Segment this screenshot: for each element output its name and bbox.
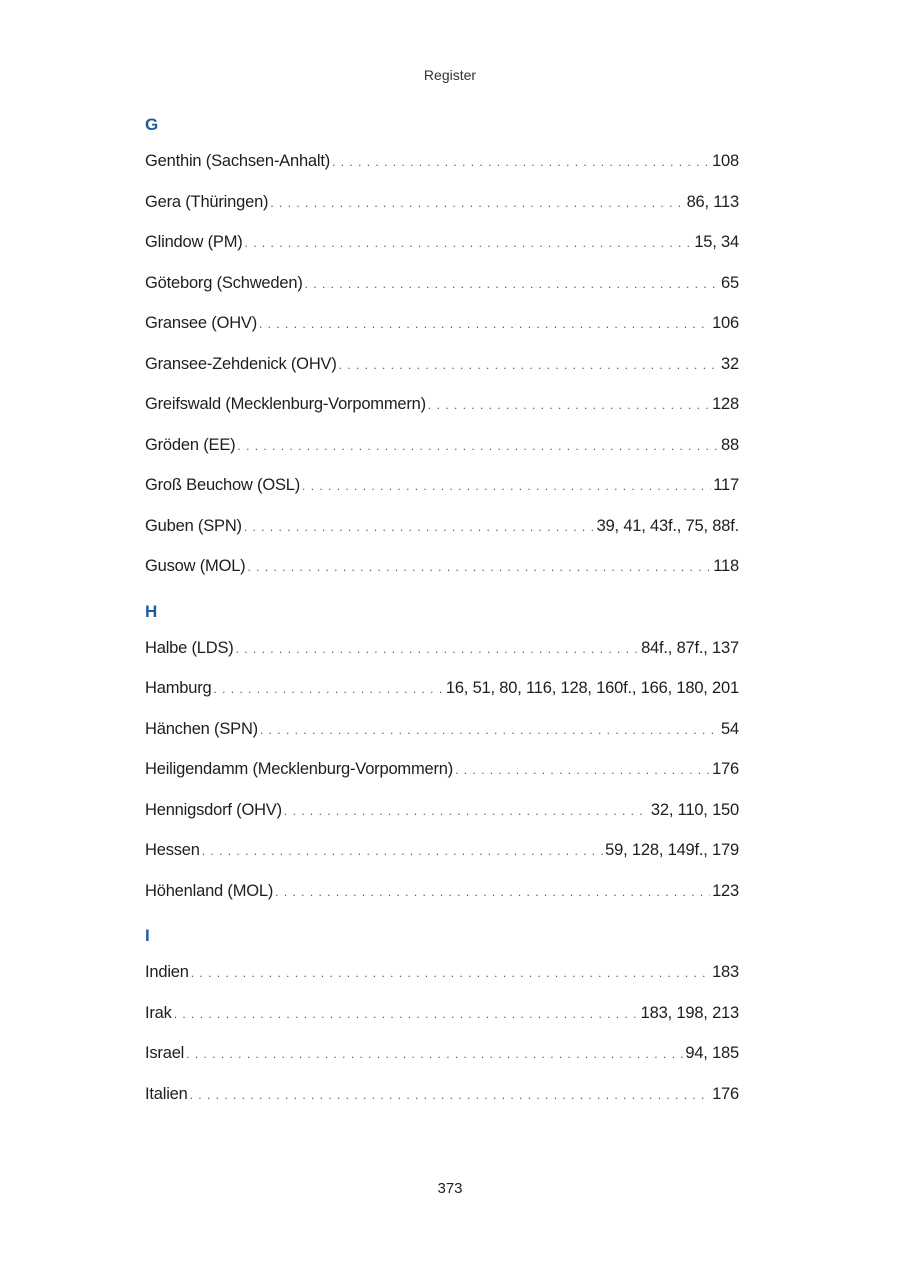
index-entry bbox=[145, 514, 739, 555]
entry-pages: 59, 128, 149f., 179 bbox=[605, 841, 739, 859]
index-entry bbox=[145, 879, 739, 920]
entry-pages: 176 bbox=[712, 760, 739, 778]
dot-leader bbox=[284, 799, 649, 823]
index-entry bbox=[145, 636, 739, 677]
dot-leader bbox=[260, 718, 719, 742]
entry-pages: 88 bbox=[721, 435, 739, 454]
dot-leader bbox=[270, 191, 684, 215]
index-section-h bbox=[145, 599, 739, 920]
index-entry bbox=[145, 433, 739, 474]
index-section-g bbox=[145, 112, 739, 595]
index-entry bbox=[145, 717, 739, 758]
entry-name: Groß Beuchow (OSL) bbox=[145, 476, 301, 494]
dot-leader bbox=[186, 1042, 683, 1066]
entry-pages: 54 bbox=[721, 719, 739, 738]
entry-name: Gusow (MOL) bbox=[145, 557, 246, 575]
index-entry bbox=[145, 352, 739, 393]
dot-leader bbox=[332, 150, 710, 174]
index-entry bbox=[145, 149, 739, 190]
entry-name: Genthin (Sachsen-Anhalt) bbox=[145, 152, 331, 170]
dot-leader bbox=[213, 677, 443, 701]
index-entry bbox=[145, 798, 739, 839]
entry-pages: 65 bbox=[721, 273, 739, 292]
running-header: Register bbox=[423, 67, 477, 83]
entry-pages: 183, 198, 213 bbox=[640, 1003, 739, 1022]
entry-list bbox=[145, 960, 739, 1122]
dot-leader bbox=[259, 312, 710, 336]
section-letter: G bbox=[145, 115, 159, 134]
entry-name: Israel bbox=[145, 1044, 185, 1062]
dot-leader bbox=[191, 961, 710, 985]
index-entry bbox=[145, 230, 739, 271]
dot-leader bbox=[275, 880, 710, 904]
entry-pages: 117 bbox=[713, 476, 739, 494]
entry-pages: 108 bbox=[712, 152, 739, 170]
entry-name: Göteborg (Schweden) bbox=[145, 273, 303, 292]
entry-name: Gransee-Zehdenick (OHV) bbox=[145, 354, 337, 373]
dot-leader bbox=[190, 1083, 710, 1107]
entry-name: Hennigsdorf (OHV) bbox=[145, 800, 282, 819]
index-entry bbox=[145, 190, 739, 231]
index-entry bbox=[145, 676, 739, 717]
index-register bbox=[145, 112, 739, 1126]
dot-leader bbox=[455, 758, 710, 782]
entry-name: Hessen bbox=[145, 841, 200, 859]
entry-list bbox=[145, 636, 739, 920]
entry-name: Halbe (LDS) bbox=[145, 638, 234, 657]
dot-leader bbox=[302, 474, 711, 498]
entry-pages: 32 bbox=[721, 354, 739, 373]
entry-pages: 16, 51, 80, 116, 128, 160f., 166, 180, 201 bbox=[445, 679, 739, 697]
entry-name: Greifswald (Mecklenburg-Vorpommern) bbox=[145, 395, 426, 413]
dot-leader bbox=[428, 393, 710, 417]
entry-pages: 94, 185 bbox=[685, 1044, 739, 1062]
dot-leader bbox=[305, 272, 719, 296]
dot-leader bbox=[174, 1002, 639, 1026]
entry-pages: 86, 113 bbox=[686, 192, 739, 211]
index-entry bbox=[145, 392, 739, 433]
entry-name: Hänchen (SPN) bbox=[145, 719, 258, 738]
dot-leader bbox=[244, 515, 595, 539]
entry-name: Gröden (EE) bbox=[145, 435, 236, 454]
entry-name: Höhenland (MOL) bbox=[145, 881, 274, 900]
index-entry bbox=[145, 838, 739, 879]
index-section-i bbox=[145, 923, 739, 1122]
section-letter: H bbox=[145, 601, 158, 621]
index-entry bbox=[145, 1041, 739, 1082]
entry-pages: 84f., 87f., 137 bbox=[641, 638, 739, 657]
entry-pages: 118 bbox=[713, 557, 739, 575]
entry-name: Italien bbox=[145, 1084, 188, 1103]
entry-name: Gera (Thüringen) bbox=[145, 192, 269, 211]
entry-pages: 32, 110, 150 bbox=[650, 800, 739, 819]
entry-name: Guben (SPN) bbox=[145, 516, 242, 535]
entry-name: Heiligendamm (Mecklenburg-Vorpommern) bbox=[145, 760, 454, 778]
index-entry bbox=[145, 1001, 739, 1042]
index-entry bbox=[145, 554, 739, 595]
dot-leader bbox=[202, 839, 603, 863]
dot-leader bbox=[236, 637, 639, 661]
entry-name: Irak bbox=[145, 1003, 172, 1022]
entry-name: Hamburg bbox=[145, 679, 212, 697]
entry-pages: 123 bbox=[712, 881, 739, 900]
dot-leader bbox=[245, 231, 693, 255]
page-number: 373 bbox=[437, 1180, 463, 1197]
index-entry bbox=[145, 311, 739, 352]
entry-name: Indien bbox=[145, 963, 189, 981]
index-entry bbox=[145, 757, 739, 798]
dot-leader bbox=[237, 434, 719, 458]
entry-list bbox=[145, 149, 739, 595]
entry-pages: 176 bbox=[712, 1084, 739, 1103]
entry-name: Gransee (OHV) bbox=[145, 314, 258, 332]
dot-leader bbox=[339, 353, 719, 377]
section-letter: I bbox=[145, 926, 150, 945]
dot-leader bbox=[247, 555, 711, 579]
index-entry bbox=[145, 473, 739, 514]
index-entry bbox=[145, 271, 739, 312]
index-entry bbox=[145, 1082, 739, 1123]
entry-pages: 39, 41, 43f., 75, 88f. bbox=[596, 516, 739, 535]
index-entry bbox=[145, 960, 739, 1001]
entry-pages: 128 bbox=[712, 395, 739, 413]
entry-pages: 15, 34 bbox=[694, 233, 739, 251]
entry-pages: 183 bbox=[712, 963, 739, 981]
entry-name: Glindow (PM) bbox=[145, 233, 243, 251]
entry-pages: 106 bbox=[712, 314, 739, 332]
